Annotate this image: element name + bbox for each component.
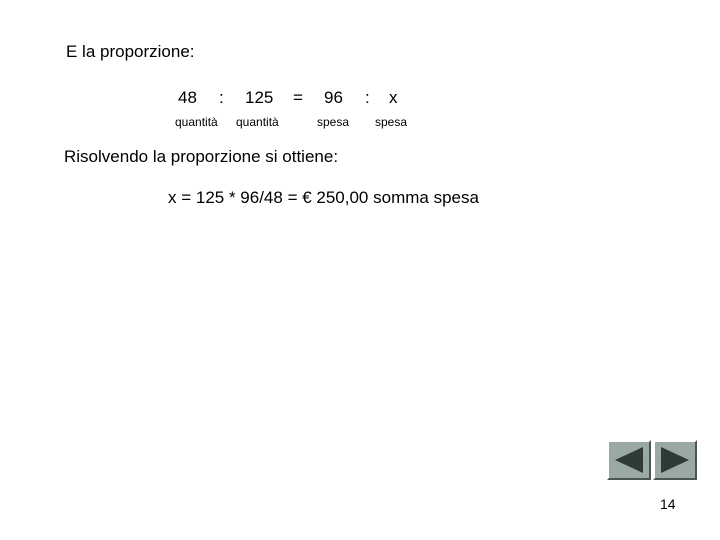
result-equation: x = 125 * 96/48 = € 250,00 somma spesa: [168, 188, 479, 207]
term-1: 48: [178, 88, 197, 107]
label-spesa-2: spesa: [375, 115, 408, 129]
label-quantity-2: quantità: [236, 115, 279, 129]
equals-sign: =: [293, 88, 303, 107]
previous-slide-button[interactable]: [607, 440, 651, 480]
term-2: 125: [245, 88, 274, 107]
page-number: 14: [660, 496, 676, 512]
triangle-right-icon: [655, 442, 695, 478]
label-spesa-1: spesa: [317, 115, 350, 129]
solve-intro-text: Risolvendo la proporzione si ottiene:: [64, 147, 339, 166]
label-quantity-1: quantità: [175, 115, 218, 129]
intro-text: E la proporzione:: [66, 42, 195, 61]
next-slide-button[interactable]: [653, 440, 697, 480]
term-3: 96: [324, 88, 343, 107]
ratio-colon-1: :: [219, 88, 224, 107]
triangle-left-icon: [609, 442, 649, 478]
ratio-colon-2: :: [365, 88, 370, 107]
term-4: x: [389, 88, 398, 107]
